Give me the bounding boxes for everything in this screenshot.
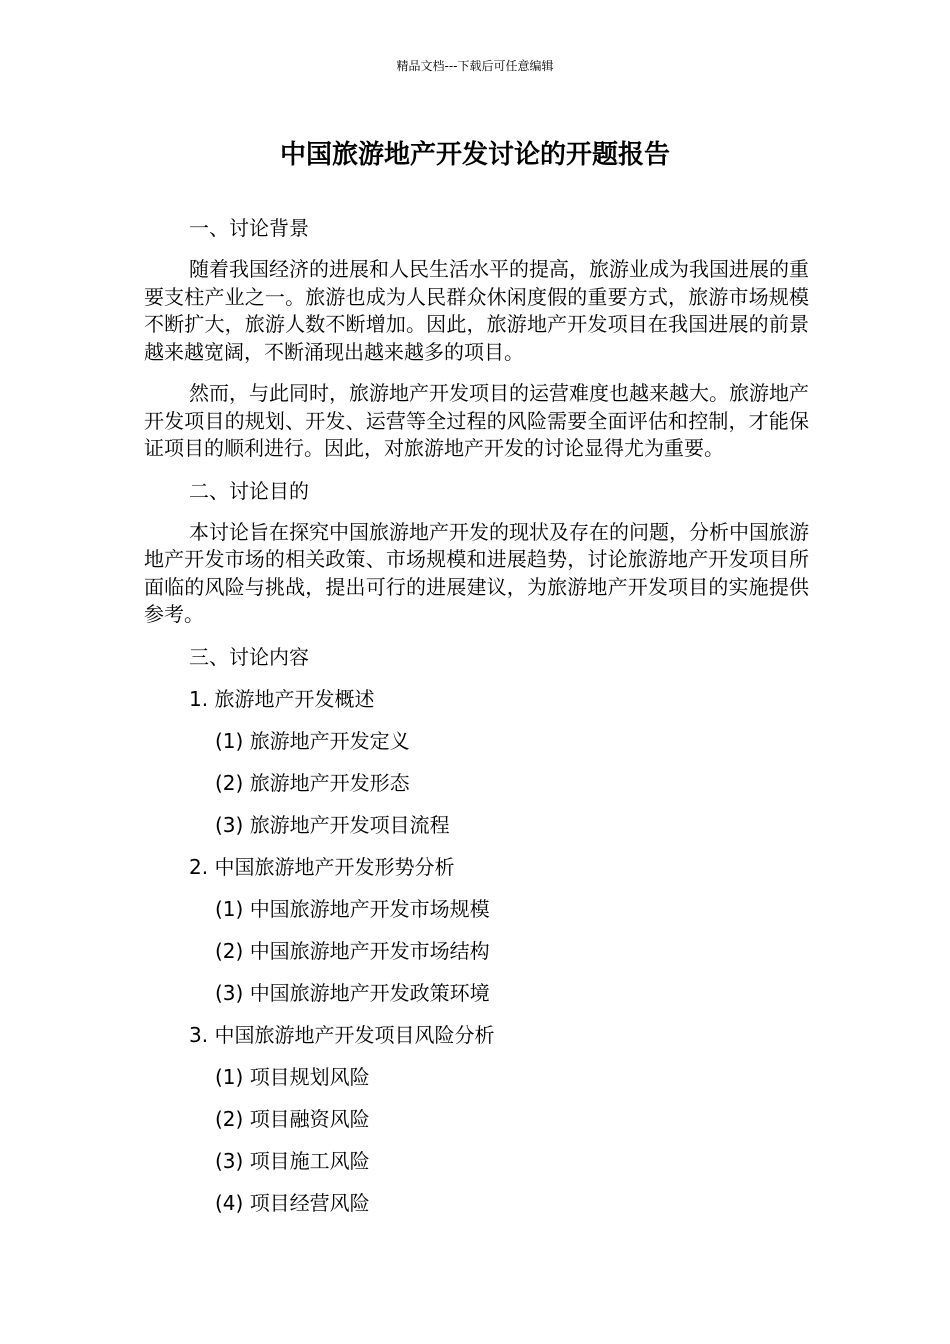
content-item-risk: 3. 中国旅游地产开发项目风险分析 [189, 1022, 495, 1047]
content-subitem: (3) 项目施工风险 [215, 1148, 370, 1173]
content-subitem: (1) 中国旅游地产开发市场规模 [215, 896, 490, 921]
content-subitem: (2) 项目融资风险 [215, 1106, 370, 1131]
content-subitem: (3) 旅游地产开发项目流程 [215, 812, 450, 837]
content-subitem: (3) 中国旅游地产开发政策环境 [215, 980, 490, 1005]
section-heading-background: 一、讨论背景 [189, 216, 309, 240]
content-subitem: (1) 旅游地产开发定义 [215, 728, 410, 753]
document-body [144, 214, 809, 1231]
content-item-overview: 1. 旅游地产开发概述 [189, 686, 375, 711]
content-subitem: (1) 项目规划风险 [215, 1064, 370, 1089]
background-paragraph-2: 然而，与此同时，旅游地产开发项目的运营难度也越来越大。旅游地产开发项目的规划、开发、运营等全过程的风险需要全面评估和控制，才能保证项目的顺利进行。因此，对旅游地产开发的讨论显得尤为重要。 [144, 381, 809, 460]
document-title: 中国旅游地产开发讨论的开题报告 [279, 140, 670, 170]
content-subitem: (2) 中国旅游地产开发市场结构 [215, 938, 490, 963]
header-note: 精品文档---下载后可任意编辑 [396, 59, 554, 73]
content-subitem: (2) 旅游地产开发形态 [215, 770, 410, 795]
section-heading-content: 三、讨论内容 [189, 644, 309, 669]
content-item-situation: 2. 中国旅游地产开发形势分析 [189, 854, 455, 879]
section-heading-purpose: 二、讨论目的 [189, 478, 309, 503]
content-subitem: (4) 项目经营风险 [215, 1190, 370, 1215]
purpose-paragraph: 本讨论旨在探究中国旅游地产开发的现状及存在的问题，分析中国旅游地产开发市场的相关政策、市场规模和进展趋势，讨论旅游地产开发项目所面临的风险与挑战，提出可行的进展建议，为旅游地产开发项目的实施提供参考。 [144, 519, 809, 626]
background-paragraph-1: 随着我国经济的进展和人民生活水平的提高，旅游业成为我国进展的重要支柱产业之一。旅游也成为人民群众休闲度假的重要方式，旅游市场规模不断扩大，旅游人数不断增加。因此，旅游地产开发项目在我国进展的前景越来越宽阔，不断涌现出越来越多的项目。 [144, 257, 809, 364]
